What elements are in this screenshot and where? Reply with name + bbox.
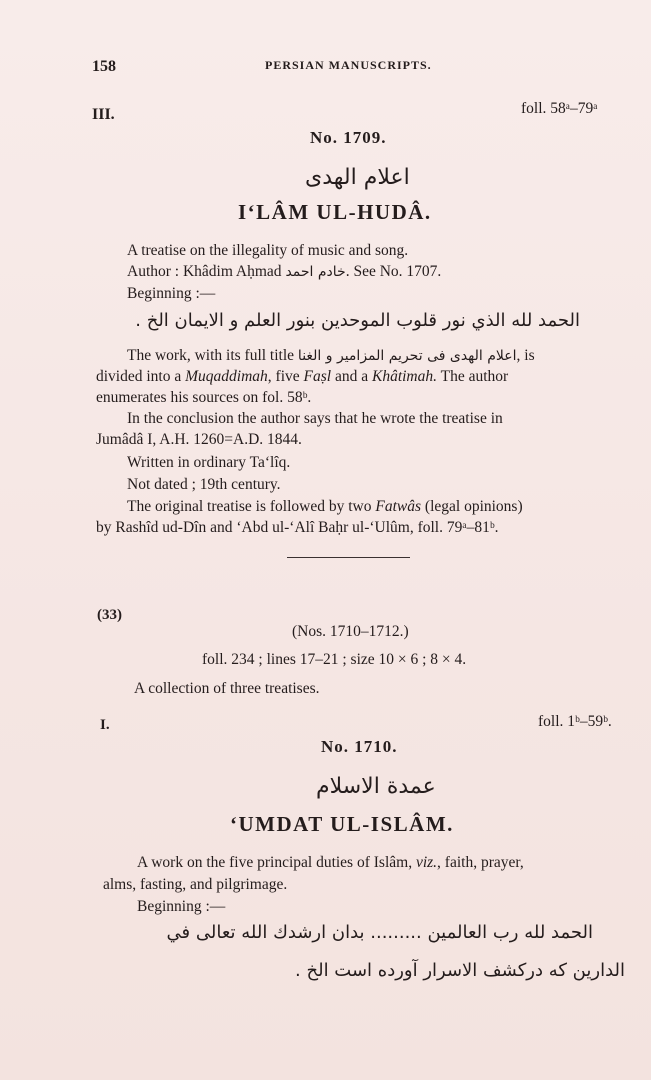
entry1-para1-line2 <box>96 366 508 387</box>
para1-is: , is <box>516 347 535 364</box>
entry1-beginning-label: Beginning :— <box>127 285 216 302</box>
entry1-para2-line2: Jumâdâ I, A.H. 1260=A.D. 1844. <box>96 431 302 448</box>
entry1-written: Written in ordinary Ta‘lîq. <box>127 454 291 471</box>
entry2-desc-text: A work on the five principal duties of Islâm, <box>137 854 416 871</box>
collection-specs: foll. 234 ; lines 17–21 ; size 10 × 6 ; 8 × 4. <box>202 651 467 668</box>
page-number: 158 <box>92 58 116 75</box>
entry1-para1-line1 <box>127 345 535 367</box>
collection-numbers: (Nos. 1710–1712.) <box>292 623 409 640</box>
para1-and: and a <box>331 368 372 385</box>
entry2-viz: viz. <box>415 854 438 871</box>
para1-fasl: Faṣl <box>303 368 332 385</box>
running-title: PERSIAN MANUSCRIPTS. <box>265 58 432 72</box>
entry1-folios: foll. 58ᵃ–79ᵃ <box>521 100 598 117</box>
entry1-para1-line3: enumerates his sources on fol. 58ᵇ. <box>96 389 312 406</box>
author-see-also: . See No. 1707. <box>345 263 442 280</box>
collection-code: (33) <box>97 607 122 623</box>
para1-muqaddimah: Muqaddimah <box>185 368 268 385</box>
collection-description: A collection of three treatises. <box>134 680 320 697</box>
para1-author: The author <box>437 368 509 385</box>
entry1-arabic-title: اعلام الهدى <box>305 165 410 190</box>
entry2-arabic-title: عمدة الاسلام <box>316 774 436 799</box>
entry1-roman-numeral: III. <box>92 106 115 123</box>
entry2-description-line2: alms, fasting, and pilgrimage. <box>103 876 288 893</box>
para1-divided: divided into a <box>96 368 186 385</box>
entry1-title: I‘LÂM UL-HUDÂ. <box>238 200 432 224</box>
para3-fatwas: Fatwâs <box>375 498 422 515</box>
entry1-para3-line1 <box>127 496 523 517</box>
entry1-para2-line1: In the conclusion the author says that he wrote the treatise in <box>127 410 503 427</box>
para3-legal: (legal opinions) <box>421 498 523 515</box>
author-prefix: Author : <box>127 263 183 280</box>
entry2-beginning-label: Beginning :— <box>137 898 226 915</box>
entry2-number: No. 1710. <box>321 737 398 756</box>
entry2-title: ‘UMDAT UL-ISLÂM. <box>230 812 454 836</box>
author-name: Khâdim Aḥmad <box>182 263 282 280</box>
section-divider <box>287 557 410 558</box>
entry2-beginning-arabic-2: الدارين كه دركشف الاسرار آورده است الخ . <box>295 960 625 981</box>
entry2-roman-numeral: I. <box>100 717 110 733</box>
entry2-beginning-arabic-1: الحمد لله رب العالمين ......... بدان ارشدك الله تعالى في <box>166 922 593 943</box>
entry1-beginning-arabic: الحمد لله الذي نور قلوب الموحدين بنور العلم و الايمان الخ . <box>135 310 580 331</box>
para1-arabic: اعلام الهدى فى تحريم المزامير و الغنا <box>297 348 517 364</box>
entry1-dated: Not dated ; 19th century. <box>127 476 281 493</box>
entry1-description: A treatise on the illegality of music and song. <box>127 242 409 259</box>
entry2-description-line1 <box>137 852 524 873</box>
para1-five: , five <box>267 368 304 385</box>
entry2-folios: foll. 1ᵇ–59ᵇ. <box>538 713 612 730</box>
author-arabic: خادم احمد <box>285 264 346 280</box>
para3-text: The original treatise is followed by two <box>127 498 376 515</box>
entry1-number: No. 1709. <box>310 128 387 147</box>
entry1-author-line <box>127 261 441 283</box>
entry2-desc-list: , faith, prayer, <box>437 854 524 871</box>
para1-text: The work, with its full title <box>127 347 295 364</box>
para1-khatimah: Khâtimah. <box>371 368 438 385</box>
entry1-para3-line2: by Rashîd ud-Dîn and ‘Abd ul-‘Alî Baḥr ul-‘Ulûm, foll. 79ᵃ–81ᵇ. <box>96 519 499 536</box>
